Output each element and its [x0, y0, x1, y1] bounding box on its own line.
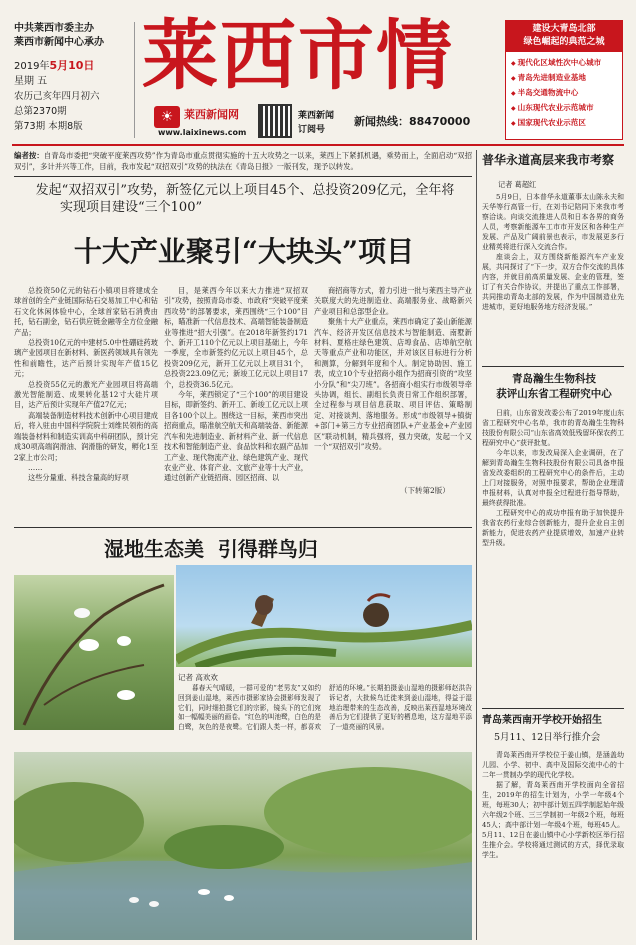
promo-item-label: 青岛先进制造业基地 [517, 73, 586, 82]
bullet-icon: ◆ [511, 90, 516, 97]
promo-item-label: 现代化区域性次中心城市 [517, 58, 602, 67]
feature-headline: 湿地生态美 引得群鸟归 [104, 537, 318, 561]
article-paragraph: 日前，山东省发改委公布了2019年度山东省工程研究中心名单，我市的青岛瀚生生物科技股份有限公司“山东省高效低残留环保农药工程研究中心”获评批复。 [482, 409, 624, 447]
news-hotline: 新闻热线：88470000 [354, 115, 471, 128]
masthead-left-info [14, 22, 134, 134]
qr-code-icon [258, 104, 292, 138]
lead-paragraph: 总投资55亿元的激光产业园项目将高端激光智能制造、成果转化基12寸大硅片项目，达产后预计实现年产值27亿元； [14, 379, 158, 410]
lead-paragraph: 目，是莱西今年以来大力推进“双招双引”攻势，按照青岛市委、市政府“突破平度莱西攻势”的部署要求，莱西围绕“三个100”目标，瞄准新一代信息技术、高端智能装备制造业等推进“招大引强”。在2018年新签约171个、新开工110个亿元以上项目基础上，今年一季度，全市新签约亿元以上项目45个，总投资209亿元，新开工亿元以上项目31个，总投资223.09亿元；新竣工亿元以上项目17个，总投资36.5亿元。 [164, 286, 308, 389]
logo-site-name: 莱西新闻网 [184, 108, 239, 121]
lead-paragraph: 总投资10亿元的中建材5.0中性硼硅药玻璃产业园项目在新材料、新医药领域具有领先性和前瞻性，达产后预计实现年产值15亿元； [14, 338, 158, 379]
article-paragraph: 青岛莱西南开学校位于姜山镇，是涵盖幼儿园、小学、初中、高中及国际交流中心的十二年一贯制办学的现代化学校。 [482, 751, 624, 779]
article-paragraph: 据了解，青岛莱西南开学校面向全省招生，2019年的招生计划为，小学一年级4个班，每班30人；初中部计划五四学制起始年级六年级2个班、三三学制初一年级2个班，每班45人；高中部计划一年级4个班，每班45人。5月11、12日在姜山镇中心小学新校区举行招生推介会。学校将通过测试的方式，择优录取学生。 [482, 781, 624, 859]
right-article-2-headline-line-1: 青岛瀚生生物科技 [512, 373, 596, 385]
editor-note-label: 编者按： [14, 151, 44, 160]
newspaper-title: 莱西市情 [142, 11, 454, 100]
lead-paragraph: 这些分量重、科技含量高的好项 [28, 473, 129, 483]
lead-paragraph: 高端装备制造材料技术创新中心项目建成后，将入驻由中国科学院院士刘维民领衔的高端装备材料和制造实训高中科研团队，预计完成30项高端润滑油、润滑脂的研发，孵化1至2家上市公司； [14, 410, 158, 462]
sponsor-line-2: 莱西市新闻中心承办 [14, 37, 104, 48]
heron-photo [176, 565, 472, 667]
lead-paragraph: 今年，莱西锁定了“三个100”的项目建设目标，即新签约、新开工、新竣工亿元以上项目各100个以上。围绕这一目标，莱西市突出招商重点，瞄准航空航天和高端装备、新能源汽车和先进制造业、新材料产业、新一代信息技术和智能制造产业、食品饮料和农副产品加工产业、现代物流产业、绿色建筑产业、现代农业产业、体育产业、文旅产业等十大产业，通过创新产业链招商、园区招商、以 [164, 390, 308, 483]
egret-photo [14, 575, 174, 730]
lead-kicker-line-1: 发起“双招双引”攻势，新签亿元以上项目45个、总投资209亿元，全年将 [35, 183, 455, 198]
lead-headline: 十大产业聚引“大块头”项目 [73, 235, 415, 268]
promo-title-line-1: 建设大青岛北部 [506, 21, 622, 36]
lead-paragraph: 总投资50亿元的钻石小镇项目将建成全球首创的全产业链国际钻石交易加工中心和钻石文化休闲体验中心，全球首家钻石消费由托，钻石副金，钻石供应链金融等全方位金融产品； [14, 286, 158, 337]
promo-item [511, 56, 617, 71]
lead-kicker-line-2: 实现项目建设“三个100” [60, 200, 203, 215]
article-paragraph: 工程研究中心的成功申报有助于加快提升我省农药行业综合创新能力，提升企业自主创新能力，促进农药产业提质增效，加速产业转型升级。 [482, 509, 624, 547]
promo-item [511, 71, 617, 86]
editor-note-text: 自青岛市委把“突破平度莱西攻势”作为青岛市重点贯彻实施的十五大攻势之一以来，莱西上下紧抓机遇，乘势而上，全面启动“双招双引”，多计并兴等工作，目前，我市发起“双招双引”攻势的执法在《青岛日报》一版刊发，现予以转发。 [14, 151, 472, 171]
article-paragraph: 今年以来，市发改局深入企业调研，在了解到青岛瀚生生物科技股份有限公司具备申报省发改委组织的工程研究中心的条件后，主动上门对接服务，对照申报要求，帮助企业理清申报材料，认真对申报全过程进行指导帮助，最终获得批准。 [482, 449, 624, 507]
promo-item-label: 山东现代农业示范城市 [517, 103, 594, 112]
lead-column-3 [314, 286, 472, 486]
logo-mark-icon: ☀ [154, 106, 180, 128]
bullet-icon: ◆ [511, 120, 516, 127]
weekday: 星期 五 [14, 76, 48, 87]
article-paragraph: 座谈会上，双方围绕新能源汽车产业发展，共同探讨了“下一步，双方合作交流的具体内容，并就目前高质量发展、企业的管理，签订了有关合作协议，并提出了重点工作部署，共同推动青岛北部的发展，作为中国制造业先进城市，更好地服务地方经济发展。” [482, 253, 624, 311]
right-article-2-headline-line-2: 获评山东省工程研究中心 [496, 388, 612, 400]
right-article-1-body [482, 192, 624, 362]
promo-title-line-2: 绿色崛起的典范之城 [506, 36, 622, 52]
right-article-3-headline: 青岛莱西南开学校开始招生 [482, 715, 602, 726]
continued-note: （下转第2版） [400, 486, 450, 495]
lead-column-2 [164, 286, 308, 522]
qr-label-2: 订阅号 [298, 125, 326, 135]
right-article-1-headline: 普华永道高层来我市考察 [482, 153, 615, 167]
bullet-icon: ◆ [511, 105, 516, 112]
lead-column-1 [14, 286, 158, 522]
promo-item-label: 半岛交通物流中心 [517, 88, 579, 97]
laixinews-logo [154, 106, 180, 128]
promo-item [511, 101, 617, 116]
article-paragraph: 5月9日，日本普华永道董事太山陈永夫和天华等行高管一行，在刘书记陪同下来我市考察洽谈。向谈交流推进人员和日本各界的商务人员，考察新能源车工市市开发区和各种生产发展、产品及广阔前景也表示，市发展更多行业精英将进行深入交流合作。 [482, 193, 624, 251]
logo-site-url: www.laixinews.com [158, 128, 247, 137]
qr-label-1: 莱西新闻 [298, 111, 335, 121]
promo-item-label: 国家现代农业示范区 [517, 118, 586, 127]
lead-paragraph: …… [28, 462, 43, 472]
promo-box [505, 20, 623, 140]
right-article-2-headline [482, 372, 626, 402]
promo-item [511, 86, 617, 101]
date-year: 2019年 [14, 61, 50, 72]
date-highlight: 5月10日 [49, 59, 95, 72]
promo-item [511, 116, 617, 131]
bullet-icon: ◆ [511, 60, 516, 67]
sponsor-line-1: 中共莱西市委主办 [14, 23, 94, 34]
issue-number: 第73期 本期8版 [14, 121, 83, 132]
feature-body: 暮春天气晴暖，一群可爱的“老男友”又如约回到姜山湿地，莱西市摄影家协会摄影师发现了它们，同时细拍摄它们的宗影，镜头下的它们宛如一幅幅美丽的画卷。“红色的叫池鹭，白色的是白鹭，灰色的是夜鹭。它们跟人类一样，都喜欢舒适的环境。”长期拍摄姜山湿地的摄影师赵洪告诉记者，大批候鸟迁徙来到姜山湿地，得益于湿地治理带来的生态改善，反映出莱西湿地环境改善后为它们提供了更好的栖息地，这方湿地平添了一道亮丽的风景。 [178, 684, 472, 732]
lead-kicker [20, 182, 470, 216]
bullet-icon: ◆ [511, 75, 516, 82]
right-article-1-reporter: 记者 葛超红 [498, 180, 537, 189]
feature-reporter: 记者 高欢欢 [178, 673, 218, 682]
total-issue: 总第2370期 [14, 106, 67, 117]
right-article-2-body [482, 408, 624, 704]
lunar-date: 农历己亥年四月初六 [14, 91, 100, 102]
lead-paragraph: 聚焦十大产业重点，莱西市确定了姜山新能源汽车、经济开发区信息技术与智能制造、南墅新材料、夏格庄绿色建筑、店埠食品、店埠航空航天等重点产业和功能区，并对该区目标进行分析和测算，分解到年度和个人。制定协助因、施工表，成立10个专业招商小组作为招商引资的“攻坚小分队”和“尖刀班”。各招商小组实行市级领导牵头协调，组长、副组长负责日常工作组织部署，全过程参与项目信息获取、项目评估、策略制定、对接谈判、落地服务。形成“市级领导+镇街+部门+第三方专业招商团队+产业基金+产业园区”联动机制，精兵强将，强力突破，发起一个又一个“双招双引”攻势。 [314, 317, 472, 452]
lead-paragraph: 商招商等方式，着力引进一批与莱西主导产业关联度大的先进制造业、高端服务业、战略新兴产业项目和总部型企业。 [314, 286, 472, 316]
right-article-3-subhead: 5月11、12日举行推介会 [494, 732, 601, 743]
promo-list [506, 52, 622, 135]
right-article-3-body [482, 750, 624, 940]
wetland-photo [14, 752, 472, 940]
editor-note [14, 150, 472, 172]
